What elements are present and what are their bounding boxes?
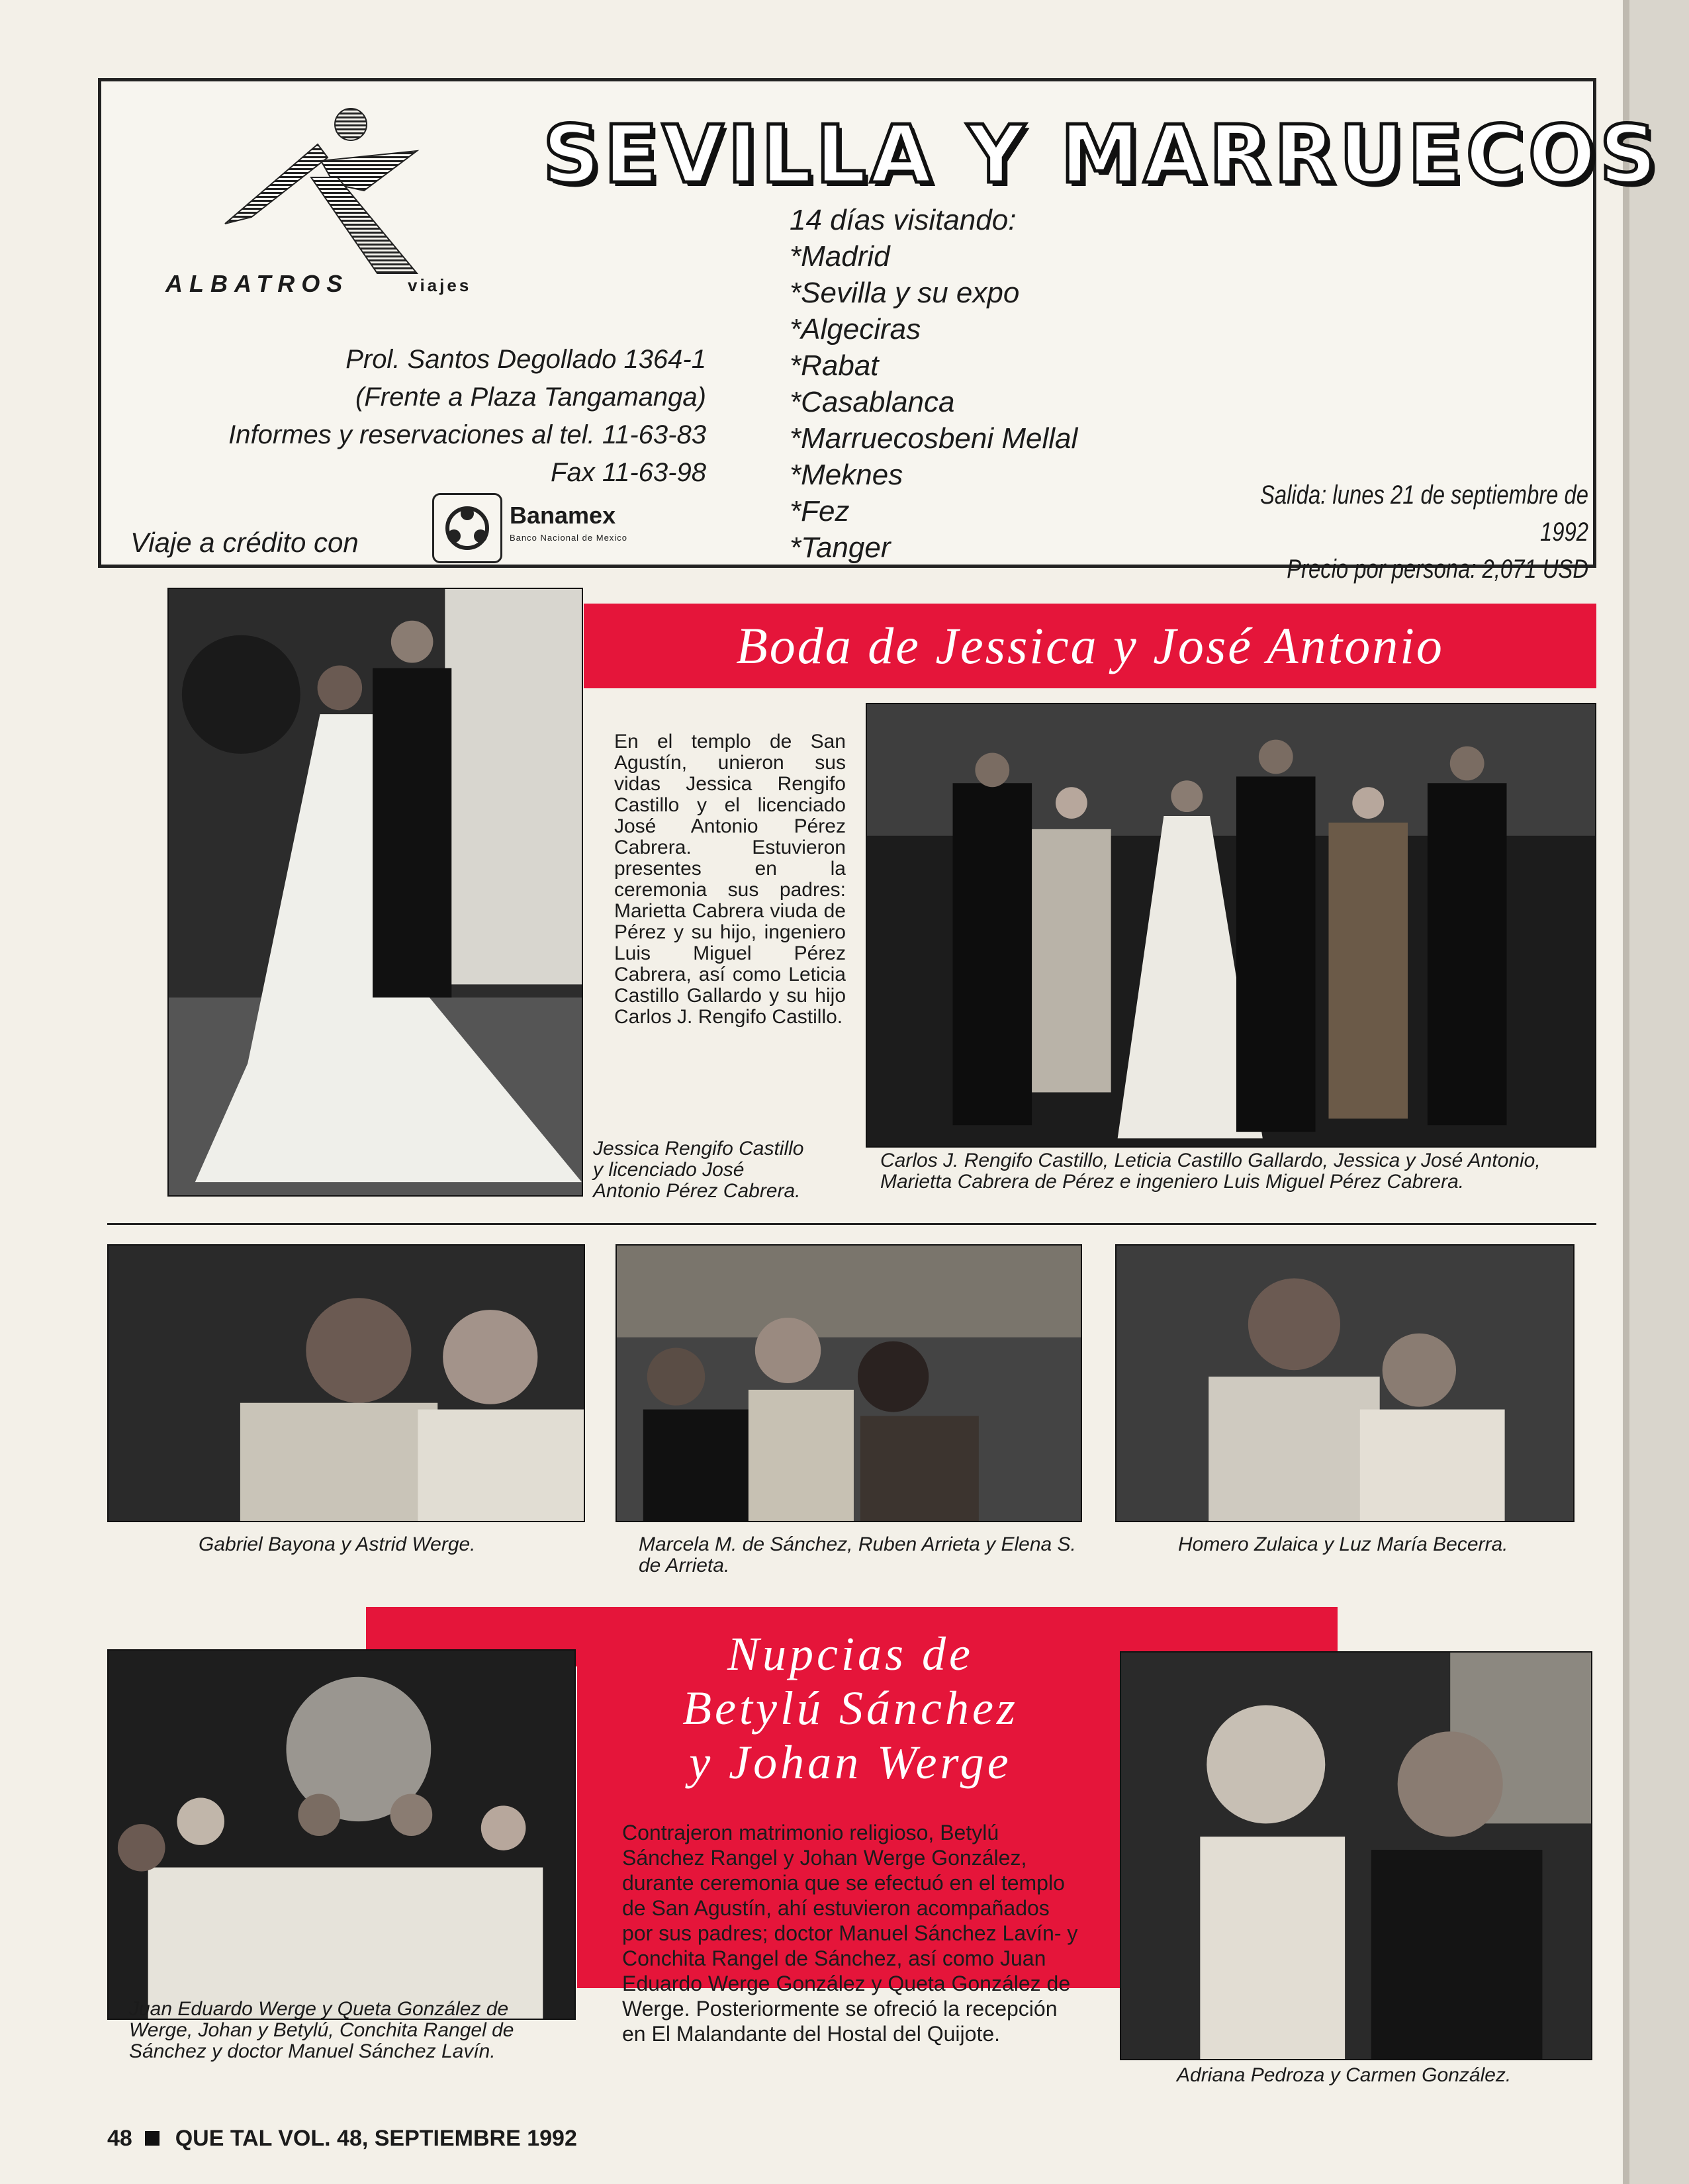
ad-address [228,341,706,492]
page-edge-shadow [1623,0,1629,2184]
caption-guests: Adriana Pedroza y Carmen González. [1177,2064,1512,2086]
caption-social-3: Homero Zulaica y Luz María Becerra. [1178,1533,1508,1555]
itinerary-item: *Algeciras [790,313,921,345]
itinerary-item: 14 días visitando: [790,204,1017,236]
caption-couple: Jessica Rengifo Castillo y licenciado José Antonio Pérez Cabrera. [593,1138,804,1202]
departure-date: Salida: lunes 21 de septiembre de 1992 [1260,480,1588,547]
couple-photo [167,588,583,1197]
address-line: Prol. Santos Degollado 1364-1 [345,345,706,374]
departure-info [1209,477,1588,588]
guests-photo [1120,1651,1592,2060]
reception-table-photo [107,1649,576,2020]
social-photo-2 [616,1244,1082,1522]
bank-subtitle: Banco Nacional de Mexico [510,533,627,543]
address-line: Informes y reservaciones al tel. 11-63-83 [228,420,706,449]
itinerary-item: *Tanger [790,531,891,564]
article2-title-line: Betylú Sánchez [682,1682,1019,1735]
itinerary-item: *Marruecosbeni Mellal [790,422,1078,455]
itinerary-item: *Sevilla y su expo [790,277,1020,309]
itinerary-item: *Meknes [790,459,903,491]
page-edge [1629,0,1689,2184]
itinerary-item: *Madrid [790,240,890,273]
caption-table: Juan Eduardo Werge y Queta González de Werge, Johan y Betylú, Conchita Rangel de Sánchez y doctor Manuel Sánchez Lavín. [129,1998,514,2062]
brand-subtitle: viajes [408,275,472,295]
article2-title-line: y Johan Werge [689,1736,1012,1789]
article1-body: En el templo de San Agustín, unieron sus vidas Jessica Rengifo Castillo y el licenciado José Antonio Pérez Cabrera. Estuvieron presentes en la ceremonia sus padres: Marietta Cabrera viuda de Pérez y su hijo, ingeniero Luis Miguel Pérez Cabrera, así como Leticia Castillo Gallardo y su hijo Carlos J. Rengifo Castillo. [614,731,846,1028]
price: Precio por persona: 2,071 USD [1287,555,1588,584]
section-divider [107,1223,1596,1225]
credit-text: Viaje a crédito con [130,527,359,558]
page-number: 48 [107,2126,132,2151]
address-line: (Frente a Plaza Tangamanga) [355,383,706,412]
footer-square-icon [145,2131,160,2146]
article2-title-line: Nupcias de [727,1627,974,1680]
itinerary-item: *Fez [790,495,850,527]
ad-title: SEVILLA Y MARRUECOS [543,109,1661,201]
social-photo-1 [107,1244,585,1522]
itinerary-item: *Rabat [790,349,879,382]
albatros-logo-icon [212,105,430,283]
footer [107,2126,577,2152]
article2-body: Contrajeron matrimonio religioso, Betylú Sánchez Rangel y Johan Werge González, durante ceremonia que se efectuó en el templo de San Agustín, ahí estuvieron acompañados por sus padres; doctor Manuel Sánchez Lavín- y Conchita Rangel de Sánchez, así como Juan Eduardo Werge González y Queta González de Werge. Posteriormente se ofreció la recepción en El Malandante del Hostal del Quijote. [622,1821,1078,2046]
caption-group: Carlos J. Rengifo Castillo, Leticia Castillo Gallardo, Jessica y José Antonio, Marietta Cabrera de Pérez e ingeniero Luis Miguel Pérez Cabrera. [880,1150,1541,1193]
wedding-group-photo [866,703,1596,1148]
magazine-issue: QUE TAL VOL. 48, SEPTIEMBRE 1992 [175,2126,577,2151]
caption-social-1: Gabriel Bayona y Astrid Werge. [199,1533,476,1555]
brand-name: ALBATROS [165,270,349,297]
social-photo-3 [1115,1244,1575,1522]
itinerary-item: *Casablanca [790,386,955,418]
bank-name: Banamex [510,502,616,529]
article1-title: Boda de Jessica y José Antonio [584,604,1596,688]
banamex-logo-icon [432,493,502,563]
address-line: Fax 11-63-98 [551,458,706,487]
itinerary-list [790,202,1077,566]
caption-social-2: Marcela M. de Sánchez, Ruben Arrieta y Elena S. de Arrieta. [639,1533,1076,1576]
